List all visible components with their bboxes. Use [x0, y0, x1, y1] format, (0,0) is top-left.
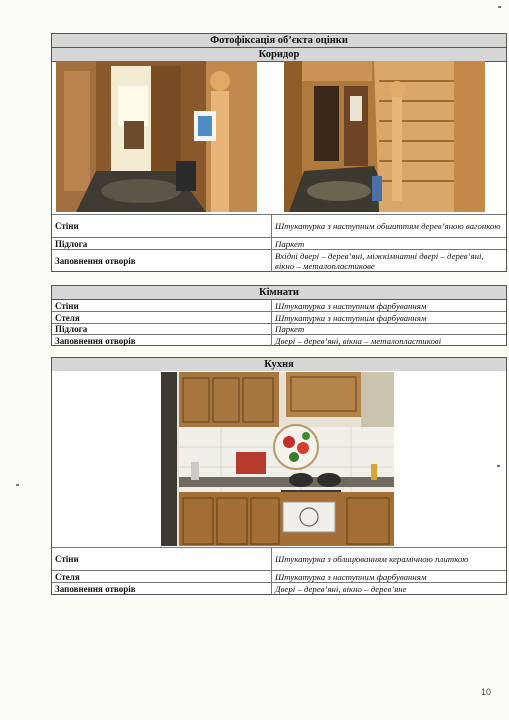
corridor-heading: Коридор	[52, 48, 506, 62]
row-label: Заповнення отворів	[52, 250, 272, 272]
row-value: Вхідні двері – дерев’яні, міжкімнатні двері – дерев’яні, вікно – металопластикове	[275, 251, 484, 271]
kitchen-row	[52, 570, 506, 582]
row-label: Заповнення отворів	[52, 583, 272, 594]
row-label: Заповнення отворів	[52, 335, 272, 346]
scan-speck	[16, 484, 19, 486]
kitchen-heading: Кухня	[52, 358, 506, 371]
row-label: Стеля	[52, 571, 272, 582]
kitchen-row	[52, 582, 506, 594]
rooms-row	[52, 323, 506, 334]
row-value: Двері – дерев’яні, вікно – дерев’яне	[275, 583, 407, 594]
row-label: Стіни	[52, 548, 272, 570]
corridor-row	[52, 249, 506, 272]
row-value: Штукатурка з наступним обшиттям дерев’яною вагонкою	[275, 221, 501, 231]
corridor-photo-left	[56, 61, 257, 212]
row-value: Штукатурка з облицюванням керамічною плиткою	[275, 554, 469, 564]
row-label: Підлога	[52, 324, 272, 334]
row-value: Двері – дерев’яні, вікна – металопластикові	[275, 335, 442, 346]
corridor-row	[52, 237, 506, 249]
rooms-row	[52, 334, 506, 346]
row-value: Штукатурка з наступним фарбуванням	[275, 300, 427, 311]
row-label: Підлога	[52, 238, 272, 249]
page-number: 10	[480, 687, 491, 697]
scan-speck	[498, 6, 501, 8]
row-value: Паркет	[275, 324, 305, 334]
kitchen-table	[51, 357, 507, 595]
row-label: Стіни	[52, 215, 272, 237]
page-title: Фотофіксація об’єкта оцінки	[52, 34, 506, 48]
row-label: Стіни	[52, 300, 272, 311]
corridor-photo-right	[284, 61, 485, 212]
row-value: Штукатурка з наступним фарбуванням	[275, 312, 427, 323]
rooms-row	[52, 311, 506, 323]
scan-speck	[497, 465, 500, 467]
row-label: Стеля	[52, 312, 272, 323]
rooms-table	[51, 285, 507, 346]
corridor-table	[51, 33, 507, 272]
kitchen-row	[52, 547, 506, 570]
rooms-row	[52, 300, 506, 311]
kitchen-photo	[161, 372, 394, 546]
row-value: Штукатурка з наступним фарбуванням	[275, 571, 427, 582]
corridor-row	[52, 214, 506, 237]
rooms-heading: Кімнати	[52, 286, 506, 300]
row-value: Паркет	[275, 238, 305, 249]
